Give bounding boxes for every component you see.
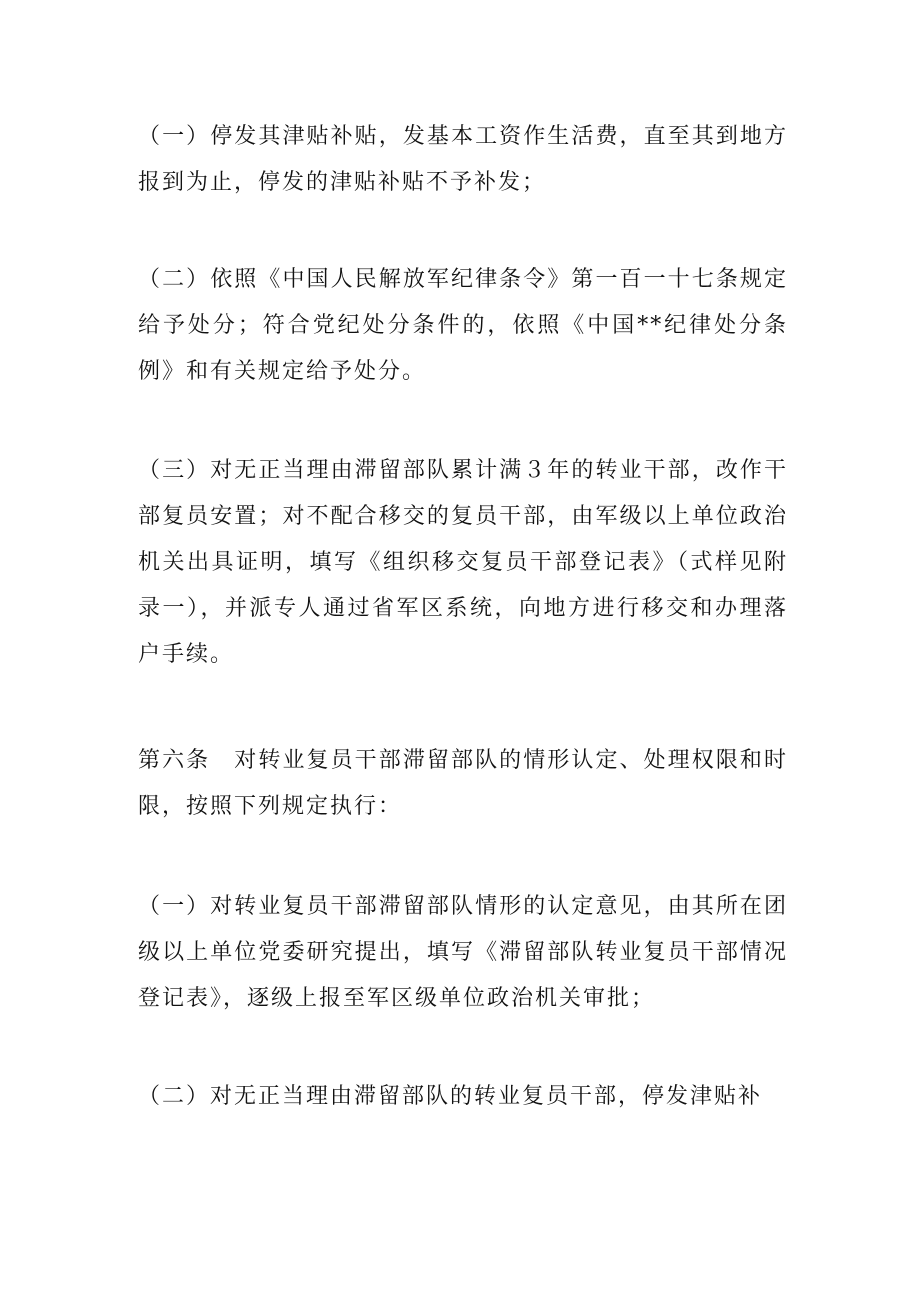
article-six-heading-paragraph: 第六条 对转业复员干部滞留部队的情形认定、处理权限和时限，按照下列规定执行：	[138, 748, 788, 819]
paragraph-item-2: （二）依照《中国人民解放军纪律条令》第一百一十七条规定给予处分；符合党纪处分条件的，依照《中国**纪律处分条例》和有关规定给予处分。	[138, 267, 788, 384]
paragraph-item-5: （一）对转业复员干部滞留部队情形的认定意见，由其所在团级以上单位党委研究提出，填写《滞留部队转业复员干部情况登记表》，逐级上报至军区级单位政治机关审批；	[138, 894, 788, 1011]
paragraph-item-3: （三）对无正当理由滞留部队累计满３年的转业干部，改作干部复员安置；对不配合移交的复员干部，由军级以上单位政治机关出具证明，填写《组织移交复员干部登记表》（式样见附录一），并派专人通过省军区系统，向地方进行移交和办理落户手续。	[138, 458, 788, 667]
paragraph-item-1: （一）停发其津贴补贴，发基本工资作生活费，直至其到地方报到为止，停发的津贴补贴不予补发；	[138, 124, 788, 195]
paragraph-item-6: （二）对无正当理由滞留部队的转业复员干部，停发津贴补	[138, 1084, 763, 1109]
